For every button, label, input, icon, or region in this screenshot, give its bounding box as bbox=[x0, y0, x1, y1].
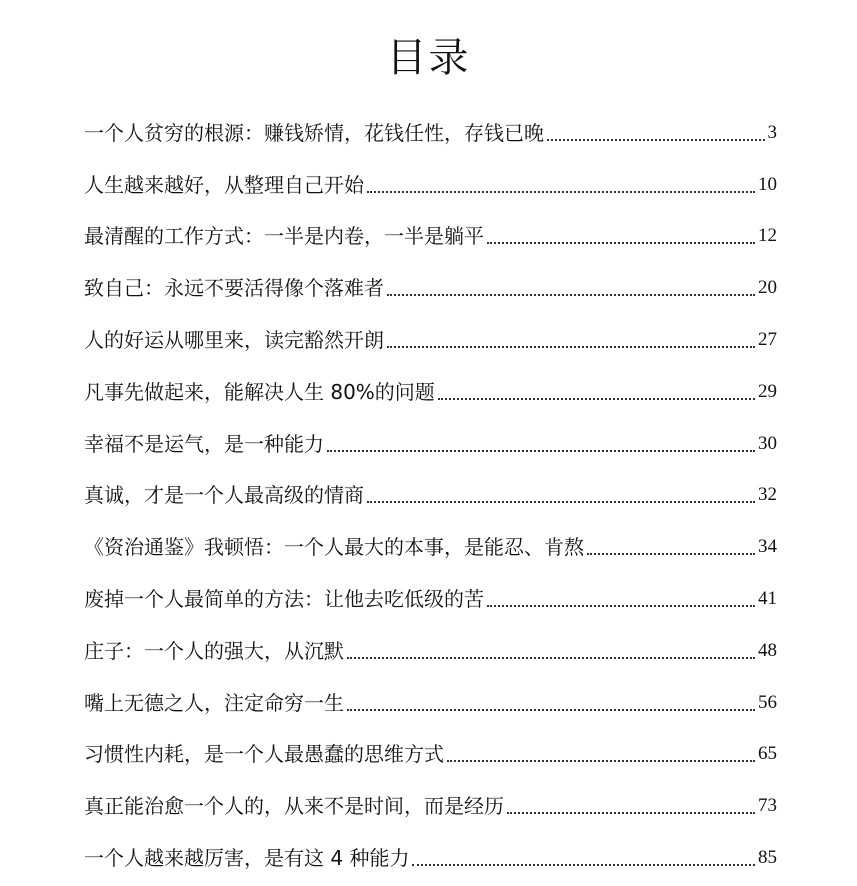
dot-leader bbox=[587, 553, 755, 555]
toc-entry[interactable] bbox=[84, 104, 777, 156]
dot-leader bbox=[412, 864, 755, 866]
toc-entry[interactable] bbox=[84, 156, 777, 208]
dot-leader bbox=[438, 398, 755, 400]
dot-leader bbox=[367, 501, 755, 503]
toc-entry-page-number: 73 bbox=[758, 795, 777, 817]
toc-entry-page-number: 27 bbox=[758, 328, 777, 350]
toc-entry-title: 真诚，才是一个人最高级的情商 bbox=[84, 483, 364, 508]
toc-entry-page-number: 41 bbox=[758, 587, 777, 609]
toc-entry[interactable] bbox=[84, 777, 777, 829]
toc-list bbox=[84, 104, 777, 881]
dot-leader bbox=[487, 605, 755, 607]
toc-entry-title: 《资治通鉴》我顿悟：一个人最大的本事，是能忍、肯熬 bbox=[84, 535, 584, 560]
toc-entry-title: 最清醒的工作方式：一半是内卷，一半是躺平 bbox=[84, 224, 484, 249]
toc-entry-page-number: 29 bbox=[758, 380, 777, 402]
toc-entry[interactable] bbox=[84, 415, 777, 467]
dot-leader bbox=[547, 139, 765, 141]
toc-entry-title: 嘴上无德之人，注定命穷一生 bbox=[84, 690, 344, 715]
dot-leader bbox=[447, 760, 755, 762]
toc-entry[interactable] bbox=[84, 622, 777, 674]
toc-entry-title: 废掉一个人最简单的方法：让他去吃低级的苦 bbox=[84, 586, 484, 611]
toc-entry[interactable] bbox=[84, 726, 777, 778]
toc-entry-title: 庄子：一个人的强大，从沉默 bbox=[84, 638, 344, 663]
dot-leader bbox=[327, 450, 755, 452]
toc-entry-page-number: 32 bbox=[758, 484, 777, 506]
toc-entry[interactable] bbox=[84, 467, 777, 519]
toc-entry-page-number: 34 bbox=[758, 536, 777, 558]
toc-entry[interactable] bbox=[84, 829, 777, 881]
toc-title: 目录 bbox=[386, 35, 471, 81]
toc-entry-title: 致自己：永远不要活得像个落难者 bbox=[84, 276, 384, 301]
toc-entry[interactable] bbox=[84, 570, 777, 622]
dot-leader bbox=[367, 191, 755, 193]
toc-entry-title: 幸福不是运气，是一种能力 bbox=[84, 431, 324, 456]
toc-entry-title: 习惯性内耗，是一个人最愚蠢的思维方式 bbox=[84, 742, 444, 767]
toc-entry-title: 人生越来越好，从整理自己开始 bbox=[84, 172, 364, 197]
toc-entry-page-number: 10 bbox=[758, 173, 777, 195]
toc-entry-page-number: 56 bbox=[758, 691, 777, 713]
toc-entry[interactable] bbox=[84, 518, 777, 570]
toc-entry-page-number: 3 bbox=[767, 121, 777, 143]
toc-entry-page-number: 12 bbox=[758, 225, 777, 247]
toc-entry-page-number: 85 bbox=[758, 846, 777, 868]
dot-leader bbox=[387, 346, 755, 348]
toc-entry-page-number: 48 bbox=[758, 639, 777, 661]
dot-leader bbox=[347, 709, 755, 711]
toc-entry[interactable] bbox=[84, 259, 777, 311]
toc-entry[interactable] bbox=[84, 363, 777, 415]
toc-entry-title: 真正能治愈一个人的，从来不是时间，而是经历 bbox=[84, 794, 504, 819]
toc-entry[interactable] bbox=[84, 674, 777, 726]
toc-entry[interactable] bbox=[84, 208, 777, 260]
toc-entry-page-number: 20 bbox=[758, 277, 777, 299]
toc-entry-page-number: 65 bbox=[758, 743, 777, 765]
toc-entry-title: 人的好运从哪里来，读完豁然开朗 bbox=[84, 327, 384, 352]
dot-leader bbox=[387, 294, 755, 296]
dot-leader bbox=[347, 657, 755, 659]
toc-entry-title: 凡事先做起来，能解决人生 80%的问题 bbox=[84, 379, 435, 404]
dot-leader bbox=[487, 242, 755, 244]
dot-leader bbox=[507, 812, 755, 814]
toc-entry[interactable] bbox=[84, 311, 777, 363]
toc-entry-title: 一个人越来越厉害，是有这 4 种能力 bbox=[84, 845, 410, 870]
toc-entry-page-number: 30 bbox=[758, 432, 777, 454]
toc-entry-title: 一个人贫穷的根源：赚钱矫情，花钱任性，存钱已晚 bbox=[84, 120, 544, 145]
